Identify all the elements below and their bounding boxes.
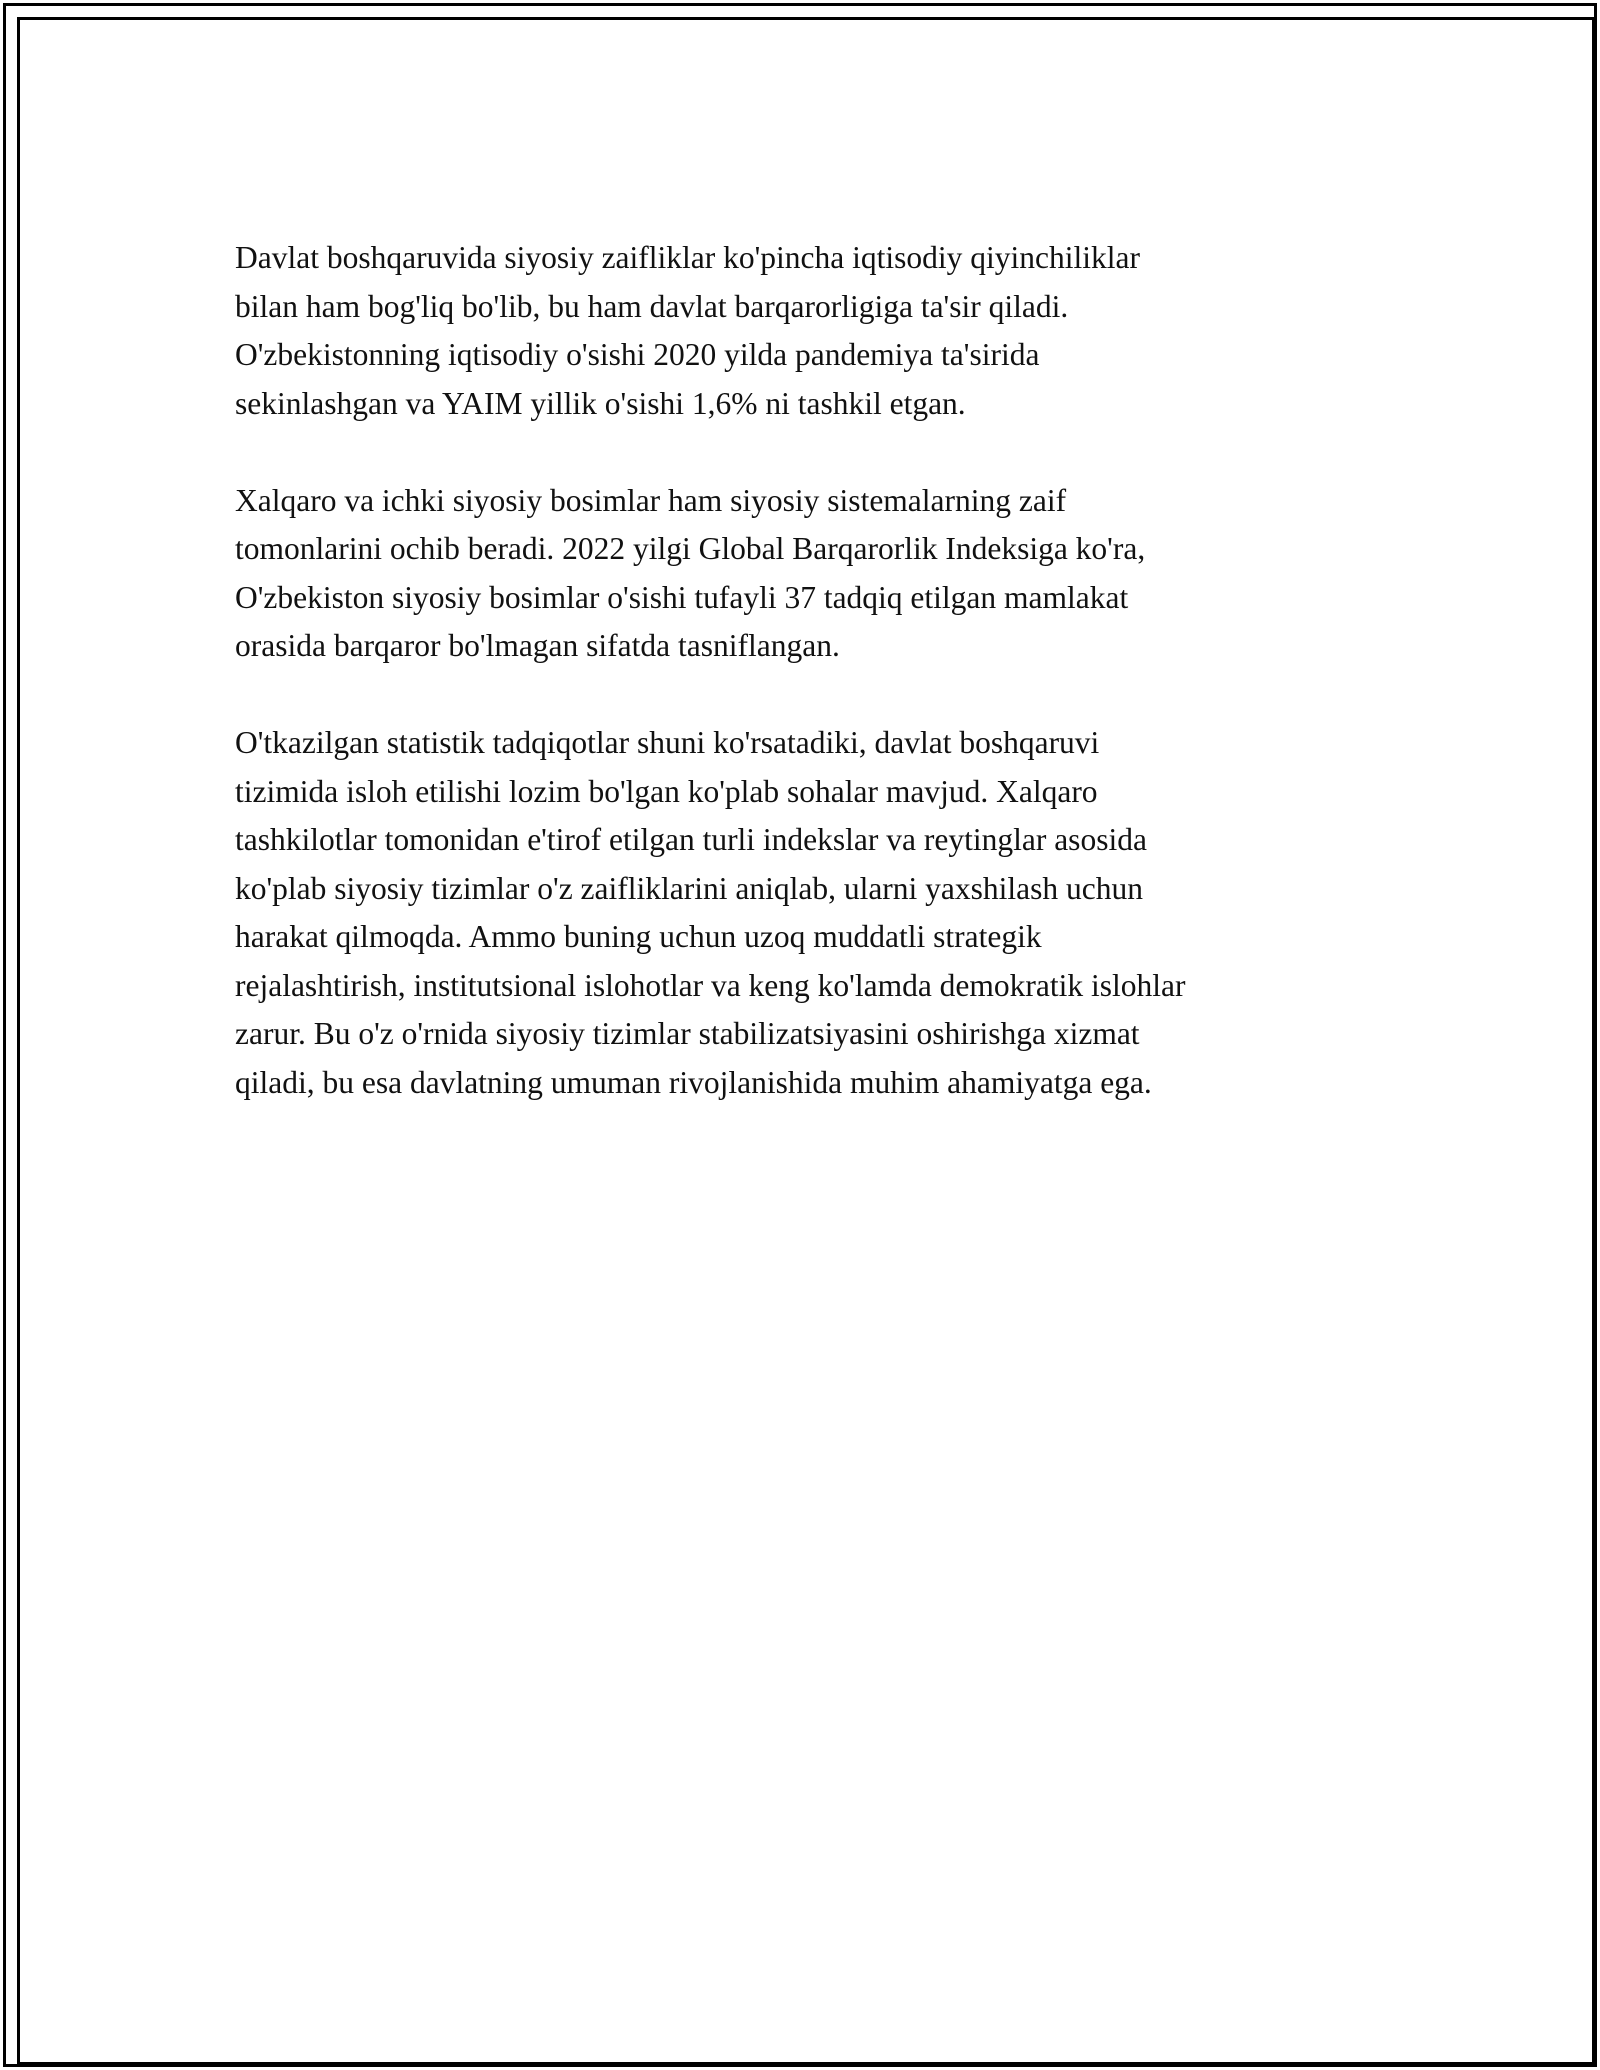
paragraph-2: Xalqaro va ichki siyosiy bosimlar ham siyosiy sistemalarning zaif tomonlarini ochib beradi. 2022 yilgi Global Barqarorlik Indeksiga ko'ra, O'zbekiston siyosiy bosimlar o'sishi tufayli 37 tadqiq etilgan mamlakat orasida barqaror bo'lmagan sifatda tasniflangan. [235, 482, 1146, 663]
paragraph-1: Davlat boshqaruvida siyosiy zaifliklar ko'pincha iqtisodiy qiyinchiliklar bilan ham bog'liq bo'lib, bu ham davlat barqarorligiga ta'sir qiladi. O'zbekistonning iqtisodiy o'sishi 2020 yilda pandemiya ta'sirida sekinlashgan va YAIM yillik o'sishi 1,6% ni tashkil etgan. [235, 240, 1140, 421]
paragraph-3: O'tkazilgan statistik tadqiqotlar shuni ko'rsatadiki, davlat boshqaruvi tizimida isloh etilishi lozim bo'lgan ko'plab sohalar mavjud. Xalqaro tashkilotlar tomonidan e'tirof etilgan turli indekslar va reytinglar asosida ko'plab siyosiy tizimlar o'z zaifliklarini aniqlab, ularni yaxshilash uchun harakat qilmoqda. Ammo buning uchun uzoq muddatli strategik rejalashtirish, institutsional islohotlar va keng ko'lamda demokratik islohlar zarur. Bu o'z o'rnida siyosiy tizimlar stabilizatsiyasini oshirishga xizmat qiladi, bu esa davlatning umuman rivojlanishida muhim ahamiyatga ega. [235, 725, 1186, 1100]
document-body [235, 234, 1365, 1156]
